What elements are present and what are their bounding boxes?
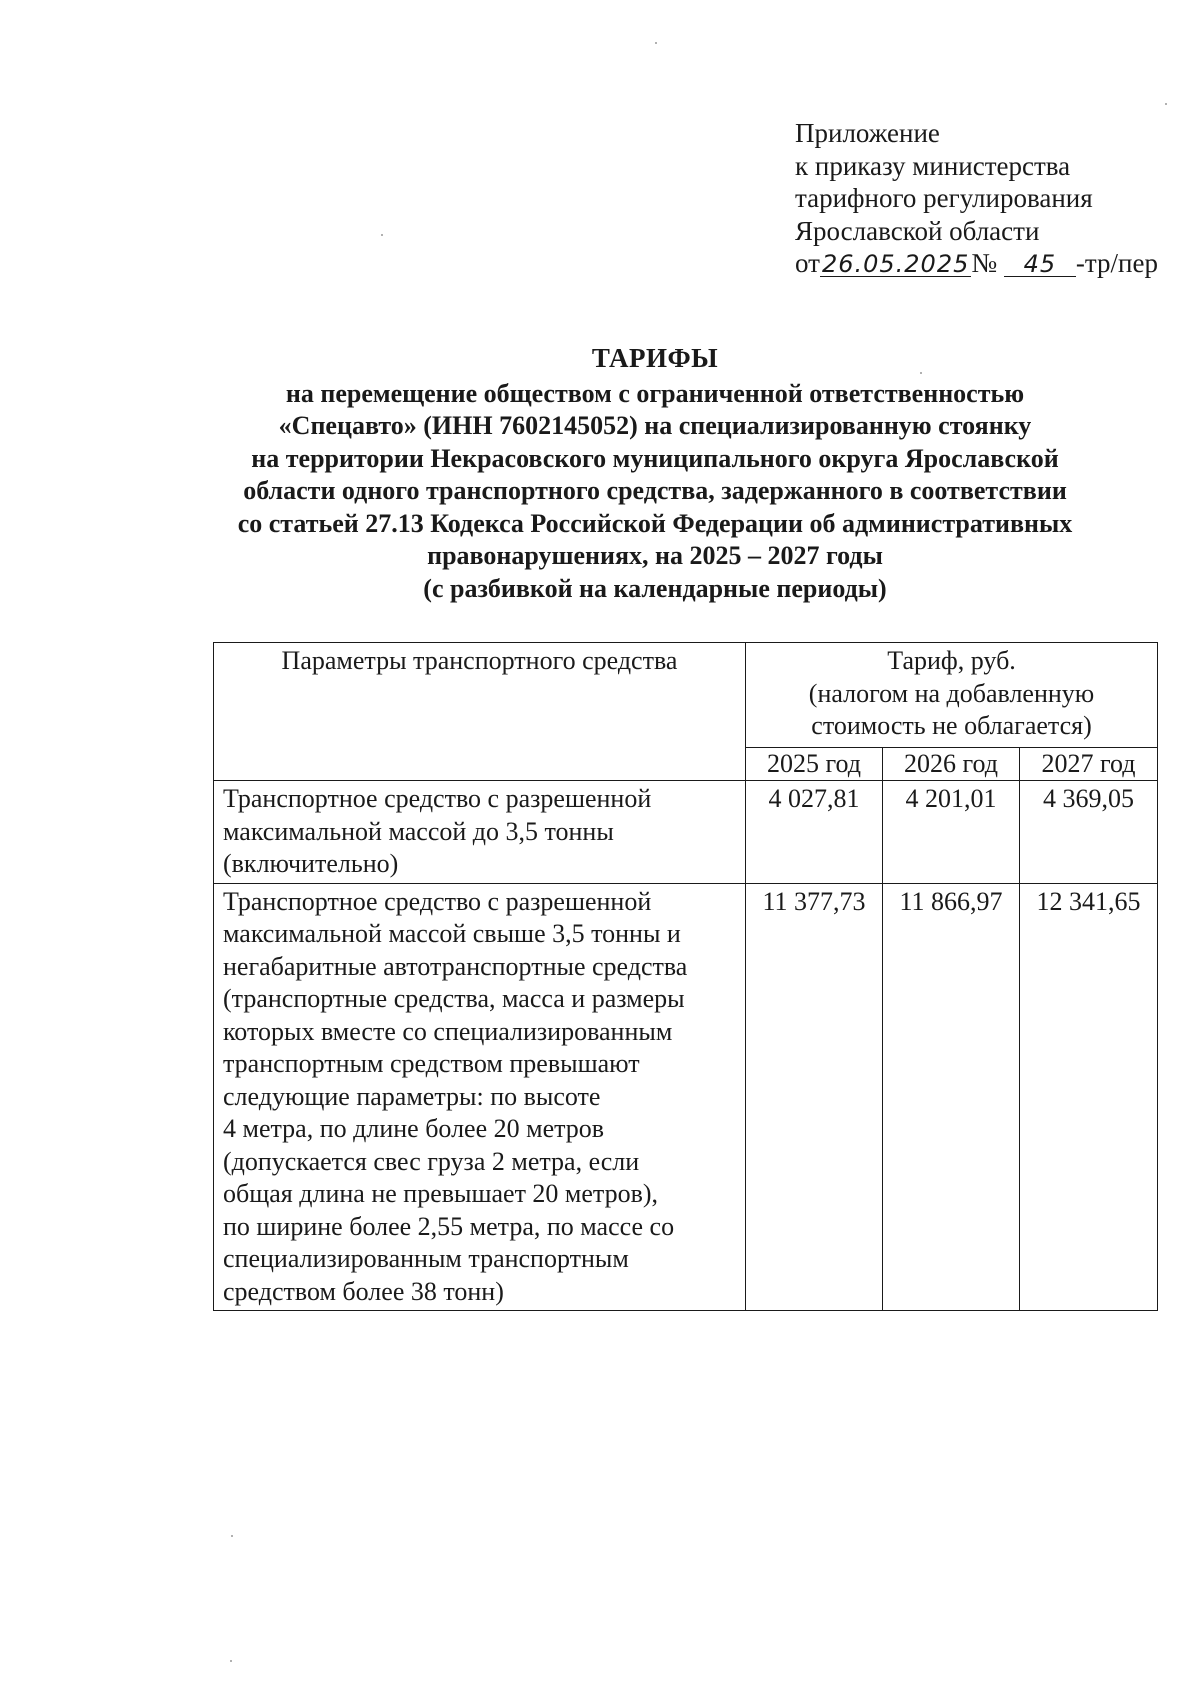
title-line: правонарушениях, на 2025 – 2027 годы [427,541,883,570]
appendix-line: Приложение [795,118,940,148]
param-line: по ширине более 2,55 метра, по массе со [223,1211,675,1241]
appendix-line: Ярославской области [795,215,1040,246]
tariff-header-line: стоимость не облагается) [811,711,1092,740]
scan-speck [1165,103,1167,105]
param-column-header: Параметры транспортного средства [214,643,746,781]
param-line: следующие параметры: по высоте [223,1081,601,1111]
scan-speck [920,372,922,374]
title-line: области одного транспортного средства, задержанного в соответствии [243,476,1067,505]
tariff-value-2025: 11 377,73 [746,883,883,1311]
tariff-value-2026: 4 201,01 [883,781,1020,884]
number-sign: № [971,248,998,278]
order-date-handwritten: 26.05.2025 [821,250,970,278]
tariff-value-2026: 11 866,97 [883,883,1020,1311]
title-line: на перемещение обществом с ограниченной ответственностью [285,378,1025,408]
title-line: со статьей 27.13 Кодекса Российской Федерации об административных [237,508,1073,538]
order-prefix: от [795,248,820,278]
order-number-handwritten: 45 [1004,252,1076,277]
tariff-value-2027: 12 341,65 [1020,883,1158,1311]
param-line: которых вместе со специализированным [223,1016,673,1046]
param-line: максимальной массой свыше 3,5 тонны и [223,919,681,948]
param-line: максимальной массой до 3,5 тонны [223,816,614,846]
scan-speck [230,1660,232,1662]
scan-speck [381,234,383,236]
order-reference [795,247,1158,280]
tariff-header-line: (налогом на добавленную [808,678,1095,708]
param-line: общая длина не превышает 20 метров), [223,1179,659,1208]
param-line: средством более 38 тонн) [223,1276,504,1306]
tariff-value-2027: 4 369,05 [1020,781,1158,884]
year-header: 2027 год [1020,747,1158,781]
scan-speck [655,42,657,44]
appendix-line: тарифного регулирования [795,183,1093,213]
vehicle-params-cell [214,883,746,1311]
table-header-row [214,643,1158,748]
param-line: специализированным транспортным [223,1244,629,1273]
title-line: (с разбивкой на календарные периоды) [423,573,887,603]
order-suffix: -тр/пер [1075,248,1158,278]
vehicle-params-cell [214,781,746,884]
param-line: (допускается свес груза 2 метра, если [223,1146,640,1176]
param-line: 4 метра, по длине более 20 метров [223,1114,605,1143]
year-header: 2025 год [746,747,883,781]
param-line: Транспортное средство с разрешенной [223,886,652,916]
document-title [160,342,1150,605]
title-line: на территории Некрасовского муниципального округа Ярославской [251,443,1059,473]
table-row [214,883,1158,1311]
tariff-table [213,642,1158,1311]
param-line: транспортным средством превышают [223,1049,640,1078]
tariff-header-line: Тариф, руб. [887,646,1016,675]
table-row [214,781,1158,884]
param-line: Транспортное средство с разрешенной [223,784,652,813]
param-line: (включительно) [223,849,399,878]
year-header: 2026 год [883,747,1020,781]
title-heading: ТАРИФЫ [591,343,719,373]
tariff-column-header [746,643,1158,748]
scan-speck [231,1535,233,1537]
param-line: негабаритные автотранспортные средства [223,951,688,981]
tariff-value-2025: 4 027,81 [746,781,883,884]
title-line: «Спецавто» (ИНН 7602145052) на специализированную стоянку [278,411,1032,440]
appendix-line: к приказу министерства [795,150,1071,181]
appendix-header [795,117,1158,280]
param-line: (транспортные средства, масса и размеры [223,984,685,1013]
